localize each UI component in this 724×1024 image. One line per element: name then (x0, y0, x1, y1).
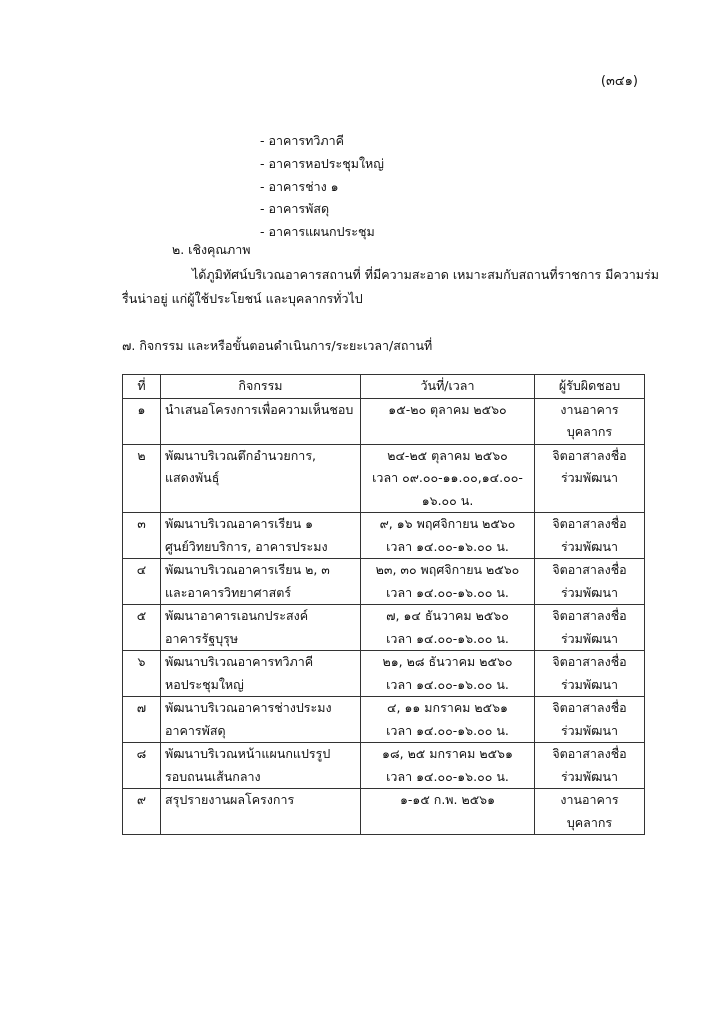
table-row (123, 513, 645, 559)
cell-responsible (535, 743, 645, 789)
cell-date-line: ๙, ๑๖ พฤศจิกายน ๒๕๖๐ (379, 516, 516, 531)
building-item: - อาคารพัสดุ (260, 201, 330, 217)
cell-activity-line: รอบถนนเส้นกลาง (165, 768, 261, 784)
cell-activity (161, 651, 361, 697)
cell-responsible-line: งานอาคาร (560, 401, 619, 417)
building-item: - อาคารช่าง ๑ (260, 178, 339, 194)
cell-activity-line: พัฒนาบริเวณอาคารทวิภาคี (165, 654, 314, 669)
cell-no: ๗ (123, 697, 161, 743)
cell-activity-line: พัฒนาบริเวณตึกอำนวยการ, (165, 447, 317, 463)
cell-responsible-line: งานอาคาร (560, 792, 619, 807)
cell-no: ๙ (123, 789, 161, 835)
cell-date-line: เวลา ๐๙.๐๐-๑๑.๐๐,๑๔.๐๐- (372, 470, 523, 485)
cell-no: ๑ (123, 398, 161, 444)
cell-responsible-line: จิตอาสาลงชื่อ (552, 700, 627, 715)
table-row (123, 559, 645, 605)
cell-responsible (535, 398, 645, 444)
cell-date (361, 697, 535, 743)
cell-responsible (535, 697, 645, 743)
cell-responsible-line: จิตอาสาลงชื่อ (552, 447, 627, 463)
cell-date-line: ๒๑, ๒๘ ธันวาคม ๒๕๖๐ (382, 654, 513, 669)
header-date: วันที่/เวลา (361, 375, 535, 399)
cell-responsible (535, 513, 645, 559)
cell-responsible-line: ร่วมพัฒนา (560, 676, 619, 692)
cell-no: ๘ (123, 743, 161, 789)
header-responsible: ผู้รับผิดชอบ (535, 375, 645, 399)
cell-responsible-line: ร่วมพัฒนา (560, 538, 619, 554)
cell-date-line: ๑๘, ๒๕ มกราคม ๒๕๖๑ (382, 746, 513, 761)
cell-date-line: ๒๔-๒๕ ตุลาคม ๒๕๖๐ (387, 447, 508, 463)
cell-date (361, 559, 535, 605)
cell-activity (161, 559, 361, 605)
cell-activity-line: สรุปรายงานผลโครงการ (165, 792, 295, 807)
cell-responsible (535, 444, 645, 513)
cell-date (361, 444, 535, 513)
table-body (123, 398, 645, 835)
cell-date-line: ๒๓, ๓๐ พฤศจิกายน ๒๕๖๐ (375, 562, 520, 577)
cell-responsible-line: ร่วมพัฒนา (560, 722, 619, 738)
cell-activity (161, 697, 361, 743)
cell-no: ๖ (123, 651, 161, 697)
cell-responsible-line: ร่วมพัฒนา (560, 470, 619, 485)
cell-activity (161, 789, 361, 835)
cell-date (361, 398, 535, 444)
cell-date-line: เวลา ๑๔.๐๐-๑๖.๐๐ น. (386, 676, 509, 692)
cell-responsible-line: ร่วมพัฒนา (560, 584, 619, 600)
cell-activity-line: พัฒนาบริเวณอาคารเรียน ๑ (165, 516, 314, 531)
cell-activity (161, 398, 361, 444)
cell-date-line: เวลา ๑๔.๐๐-๑๖.๐๐ น. (386, 722, 509, 738)
cell-responsible-line: จิตอาสาลงชื่อ (552, 608, 627, 623)
cell-no: ๓ (123, 513, 161, 559)
cell-responsible (535, 789, 645, 835)
cell-activity-line: หอประชุมใหญ่ (165, 676, 244, 692)
cell-responsible (535, 651, 645, 697)
cell-date-line: เวลา ๑๔.๐๐-๑๖.๐๐ น. (386, 584, 509, 600)
quality-paragraph-line: รื่นน่าอยู่ แก่ผู้ใช้ประโยชน์ และบุคลากรทั่วไป (122, 291, 363, 306)
cell-responsible (535, 559, 645, 605)
table-row (123, 697, 645, 743)
cell-activity-line: นำเสนอโครงการเพื่อความเห็นชอบ (165, 401, 354, 417)
cell-responsible (535, 605, 645, 651)
cell-activity-line: พัฒนาอาคารเอนกประสงค์ (165, 608, 309, 623)
cell-no: ๔ (123, 559, 161, 605)
cell-responsible-line: บุคลากร (566, 814, 613, 830)
table-header-row (123, 375, 645, 399)
cell-date-line: เวลา ๑๔.๐๐-๑๖.๐๐ น. (386, 768, 509, 784)
table-row (123, 444, 645, 513)
cell-date-line: ๑๕-๒๐ ตุลาคม ๒๕๖๐ (388, 401, 507, 417)
building-list (260, 130, 384, 244)
header-activity: กิจกรรม (161, 375, 361, 399)
cell-responsible-line: จิตอาสาลงชื่อ (552, 562, 627, 577)
cell-date-line: ๗, ๑๔ ธันวาคม ๒๕๖๐ (386, 608, 509, 623)
quality-paragraph-line: ได้ภูมิทัศน์บริเวณอาคารสถานที่ ที่มีความสะอาด เหมาะสมกับสถานที่ราชการ มีความร่ม (192, 267, 659, 282)
table-row (123, 743, 645, 789)
cell-responsible-line: จิตอาสาลงชื่อ (552, 516, 627, 531)
quality-heading: ๒. เชิงคุณภาพ (172, 242, 251, 257)
cell-responsible-line: จิตอาสาลงชื่อ (552, 654, 627, 669)
table-row (123, 651, 645, 697)
page-number: (๓๔๑) (600, 74, 638, 89)
cell-activity-line: พัฒนาบริเวณอาคารเรียน ๒, ๓ (165, 562, 330, 577)
cell-date (361, 605, 535, 651)
cell-responsible-line: ร่วมพัฒนา (560, 630, 619, 646)
cell-responsible-line: บุคลากร (566, 424, 613, 439)
cell-responsible-line: ร่วมพัฒนา (560, 768, 619, 784)
cell-activity-line: พัฒนาบริเวณหน้าแผนกแปรรูป (165, 746, 331, 761)
cell-date-line: เวลา ๑๔.๐๐-๑๖.๐๐ น. (386, 538, 509, 554)
cell-activity-line: ศูนย์วิทยบริการ, อาคารประมง (165, 538, 328, 554)
table-row (123, 605, 645, 651)
cell-activity-line: และอาคารวิทยาศาสตร์ (165, 584, 292, 600)
cell-activity (161, 743, 361, 789)
table-row (123, 398, 645, 444)
cell-activity-line: แสดงพันธุ์ (165, 470, 220, 485)
building-item: - อาคารหอประชุมใหญ่ (260, 155, 384, 171)
cell-activity-line: อาคารพัสดุ (165, 722, 226, 738)
cell-date (361, 789, 535, 835)
cell-activity (161, 513, 361, 559)
cell-activity (161, 444, 361, 513)
cell-date (361, 651, 535, 697)
cell-date-line: ๑๖.๐๐ น. (421, 492, 474, 508)
cell-date-line: ๔, ๑๑ มกราคม ๒๕๖๑ (387, 700, 508, 715)
schedule-table (122, 374, 645, 835)
cell-activity-line: พัฒนาบริเวณอาคารช่างประมง (165, 700, 332, 715)
cell-date (361, 743, 535, 789)
cell-no: ๒ (123, 444, 161, 513)
building-item: - อาคารแผนกประชุม (260, 224, 375, 240)
section-heading: ๗. กิจกรรม และหรือขั้นตอนดำเนินการ/ระยะเวลา/สถานที่ (122, 338, 433, 353)
cell-date-line: ๑-๑๕ ก.พ. ๒๕๖๑ (399, 792, 496, 807)
building-item: - อาคารทวิภาคี (260, 133, 344, 148)
table-row (123, 789, 645, 835)
header-no: ที่ (123, 375, 161, 399)
cell-no: ๕ (123, 605, 161, 651)
cell-activity-line: อาคารรัฐบุรุษ (165, 630, 239, 646)
cell-responsible-line: จิตอาสาลงชื่อ (552, 746, 627, 761)
cell-date (361, 513, 535, 559)
cell-date-line: เวลา ๑๔.๐๐-๑๖.๐๐ น. (386, 630, 509, 646)
cell-activity (161, 605, 361, 651)
